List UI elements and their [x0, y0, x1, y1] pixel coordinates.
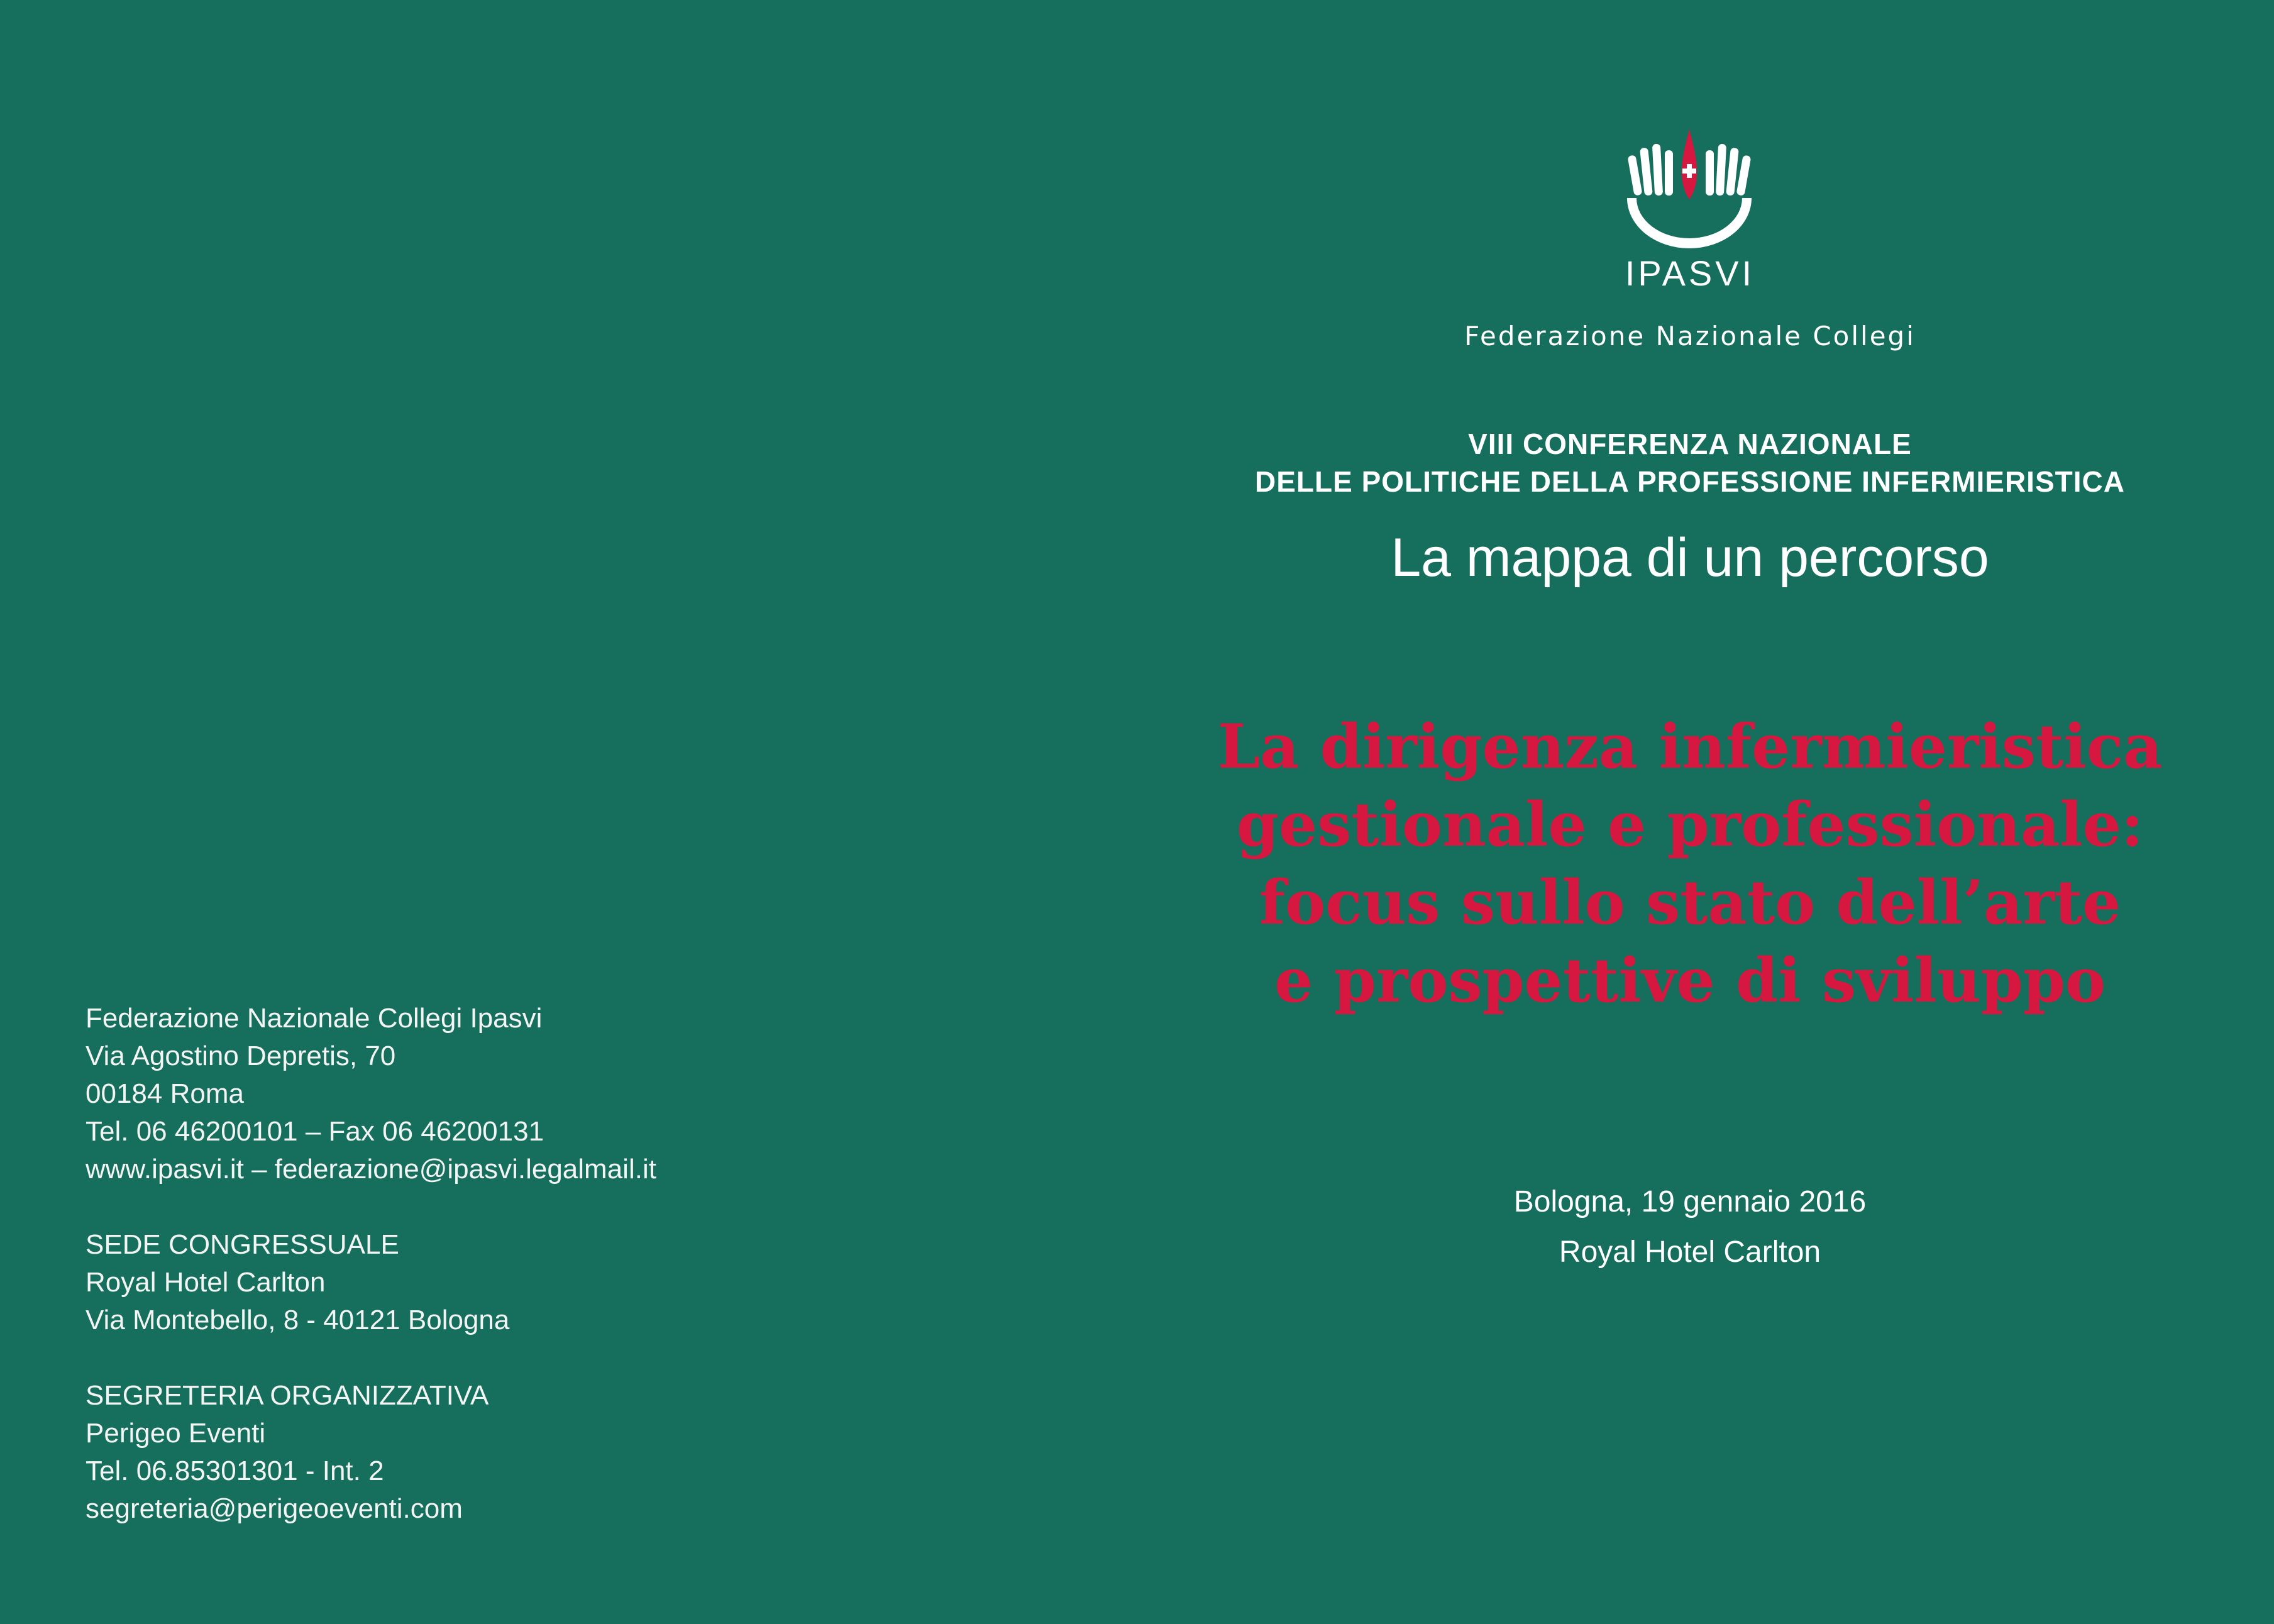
secretariat-heading: SEGRETERIA ORGANIZZATIVA: [86, 1380, 489, 1411]
organization-block: [86, 1000, 1029, 1188]
conference-title: [1137, 425, 2243, 500]
secretariat-name: Perigeo Eventi: [86, 1418, 266, 1449]
secretariat-block: [86, 1377, 1029, 1528]
conference-subtitle: La mappa di un percorso: [1391, 528, 1989, 588]
venue-address: Via Montebello, 8 - 40121 Bologna: [86, 1305, 510, 1335]
headline-line: La dirigenza infermieristica: [1217, 711, 2163, 782]
venue-block: [86, 1226, 1029, 1339]
event-date: Bologna, 19 gennaio 2016: [1513, 1185, 1867, 1218]
headline-line: e prospettive di sviluppo: [1274, 945, 2106, 1016]
ipasvi-hands-logo-icon: [1618, 129, 1760, 255]
event-location: Royal Hotel Carlton: [1559, 1235, 1821, 1269]
organization-city: 00184 Roma: [86, 1078, 244, 1109]
organization-name: Federazione Nazionale Collegi Ipasvi: [86, 1003, 543, 1034]
secretariat-phone: Tel. 06.85301301 - Int. 2: [86, 1456, 384, 1486]
venue-heading: SEDE CONGRESSUALE: [86, 1229, 399, 1260]
event-date-location: [1137, 1177, 2243, 1278]
organization-web: www.ipasvi.it – federazione@ipasvi.legalmail.it: [86, 1154, 656, 1185]
headline-line: focus sullo stato dell’arte: [1259, 867, 2121, 938]
venue-name: Royal Hotel Carlton: [86, 1267, 326, 1298]
headline-line: gestionale e professionale:: [1236, 789, 2144, 860]
conference-title-line: DELLE POLITICHE DELLA PROFESSIONE INFERMIERISTICA: [1255, 465, 2125, 498]
brand-name: IPASVI: [1625, 253, 1755, 293]
organization-address: Via Agostino Depretis, 70: [86, 1041, 396, 1071]
event-headline: [1137, 708, 2243, 1020]
federation-name: Federazione Nazionale Collegi: [1464, 321, 1916, 351]
contact-info-panel: [86, 1000, 1029, 1566]
cover-panel: [1137, 0, 2243, 1624]
organization-phone: Tel. 06 46200101 – Fax 06 46200131: [86, 1116, 544, 1147]
conference-title-line: VIII CONFERENZA NAZIONALE: [1468, 428, 1912, 460]
secretariat-email: segreteria@perigeoeventi.com: [86, 1493, 463, 1524]
